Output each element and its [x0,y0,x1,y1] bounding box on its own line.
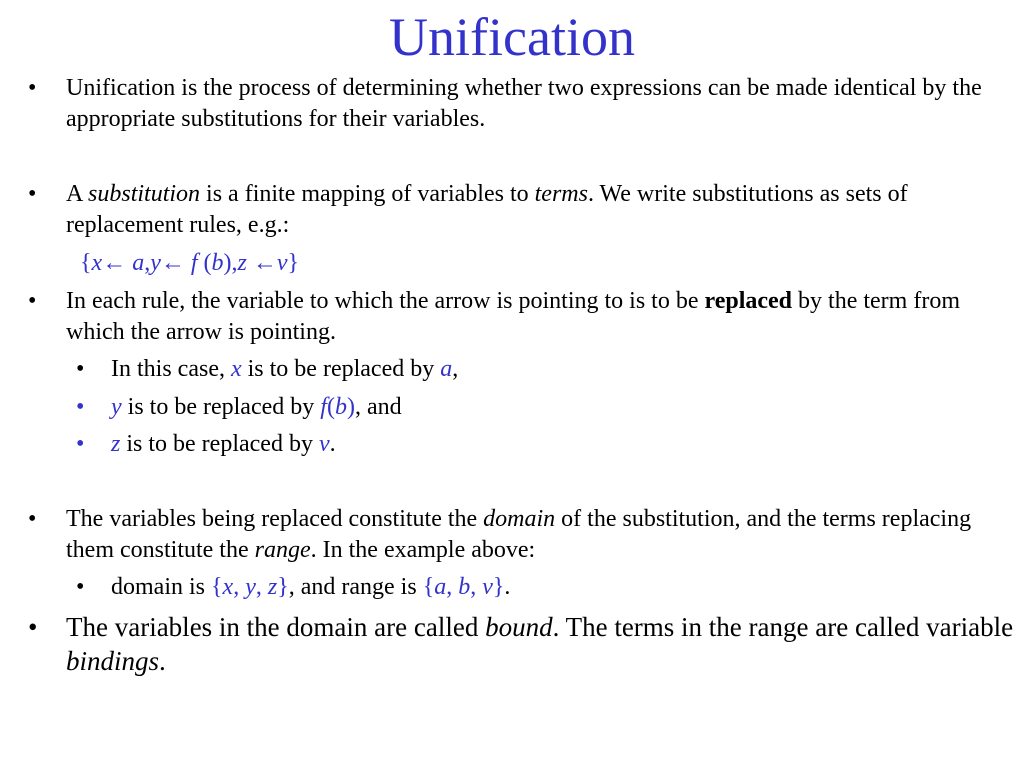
subbullet-z-replaced [76,429,976,460]
brace: } [287,250,300,276]
paren: ) [346,394,355,420]
bullet-text [66,610,1018,678]
bullet-text [66,504,1018,566]
brace: { [422,574,435,600]
bullet-text [66,286,1018,348]
subbullet-x-replaced [76,354,976,385]
bullet-marker: • [28,181,37,207]
var-x: x [222,574,234,600]
text-run: . [329,431,336,457]
term-a: a [132,250,145,276]
text-run: domain is [111,574,211,600]
subbullet-domain-range-example [76,572,976,603]
arrow: ← [246,250,277,276]
term-a: a [434,574,447,600]
subbullet-y-replaced [76,392,976,423]
var-z: z [267,574,278,600]
term-terms: terms [534,181,588,207]
brace: } [492,574,505,600]
bullet-text [111,354,976,385]
bullet-text [66,179,1018,241]
term-bound: bound [485,612,553,642]
slide-title: Unification [389,7,635,67]
comma: , [233,574,246,600]
comma: , [446,574,459,600]
text-run: The variables being replaced constitute the [66,506,484,532]
text-run: is to be replaced by [121,394,321,420]
text-run: , and range is [288,574,423,600]
var-x: x [230,356,242,382]
text-run: The variables in the domain are called [66,612,486,642]
text-run: is to be replaced by [241,356,441,382]
term-b: b [334,394,347,420]
bullet-rule-explanation [28,286,1018,348]
text-run: . [504,574,511,600]
brace: { [211,574,223,600]
bullet-marker: • [76,394,85,420]
bullet-marker: • [76,356,85,382]
term-v: v [318,431,330,457]
text-run: . The terms in the range are called variable [552,612,1014,642]
term-replaced: replaced [704,288,793,314]
func-f: f [320,394,327,420]
brace: } [277,574,289,600]
text-run: In this case, [111,356,231,382]
bullet-marker: • [76,431,85,457]
substitution-formula [80,248,299,279]
bullet-marker: • [28,506,37,532]
term-b: b [211,250,224,276]
text-run: A [66,181,89,207]
term-substitution: substitution [88,181,201,207]
text-run: is to be replaced by [120,431,319,457]
arrow: ← [102,250,133,276]
paren: ( [197,250,212,276]
bullet-text [111,429,976,460]
var-x: x [91,250,103,276]
bullet-unification-definition [28,73,1018,135]
comma: , [255,574,268,600]
bullet-text [111,392,976,423]
text-run: is a finite mapping of variables to [200,181,535,207]
text-run: . We write substitutions as sets of replacement rules, e.g.: [66,181,908,238]
func-f: f [190,250,198,276]
term-range: range [254,537,311,563]
var-y: y [245,574,256,600]
bullet-marker: • [28,288,37,314]
paren: ), [223,250,238,276]
var-z: z [237,250,247,276]
bullet-bound-bindings [28,610,1018,678]
text-run: . [159,646,166,676]
term-v: v [482,574,493,600]
term-b: b [458,574,471,600]
text-run: of the substitution, and the terms replacing them constitute the [66,506,972,563]
text-run: by the term from which the arrow is pointing. [66,288,960,345]
paren: ( [326,394,335,420]
bullet-text [111,572,976,603]
term-bindings: bindings [66,646,160,676]
bullet-marker: • [76,574,85,600]
var-y: y [150,250,161,276]
bullet-marker: • [28,75,37,101]
var-y: y [111,394,122,420]
text-run: In each rule, the variable to which the arrow is pointing to is to be [66,288,705,314]
brace: { [80,250,92,276]
bullet-domain-range [28,504,1018,566]
arrow: ← [160,250,191,276]
bullet-marker: • [28,612,38,642]
text-run: . In the example above: [310,537,536,563]
text-run: , [452,356,459,382]
bullet-substitution-definition [28,179,1018,241]
comma: , [144,250,151,276]
comma: , [470,574,483,600]
term-domain: domain [483,506,556,532]
bullet-text: Unification is the process of determining whether two expressions can be made identical by the appropriate substitutions for their variables. [66,75,982,132]
text-run: , and [354,394,402,420]
var-z: z [111,431,121,457]
term-a: a [440,356,453,382]
term-v: v [276,250,288,276]
